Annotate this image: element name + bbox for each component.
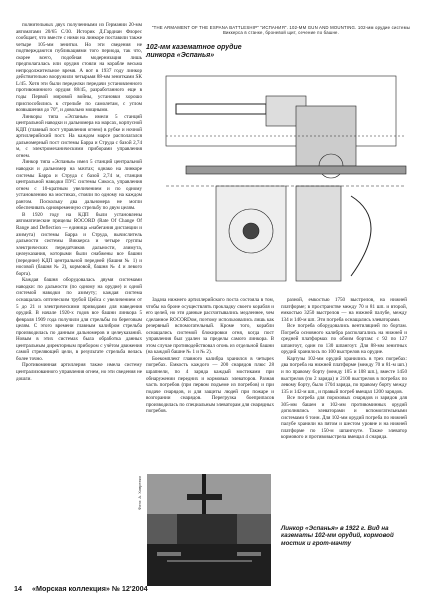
gun-barrel [176,104,266,114]
paragraph: Противоминная артиллерия также имела систему централизованного управления огнем, но эти сведения не дошли. [16,362,142,382]
paragraph: Задача нижнего артиллерийского поста состояла в том, чтобы на броне осуществлять прокладку своего корабля и его целей, но эти данные рассчитывались медленнее, чем сделанное ROCORDом, поэтому использовались лишь как резервный вспомогательный. Кроме того, корабли оснащались системой блокировки огня, когда пост управления был удален за пределы самого линкора. В этом случае противодействовал огонь из отдельной башни (на каждой башне № 1 и № 2). [146,297,274,356]
paragraph: Каждая башня оборудовалась двумя системами наводки: по дальности (по одному на орудие) и одной системой наводки по азимуту; каждая система оснащалась оптическим трубой Цейса с увеличением от 5 до 21 и электрическими приводами для наведения орудий. В начале 1920-х годов все башни линкора 5 февраля 1909 года получили для стрельбы по береговым целям. С этого времени главным калибром стрельба производилась по данным дальномеров и целеуказаний. Новым в этих системах была обработка данных центральным директорным прибором с учётом движения самой стреляющей цели, в результате стрельба велась более точно. [16,277,142,362]
plan-view-shield [351,196,371,276]
pedestal [296,186,341,281]
paragraph: Все погреба оборудовались вентиляцией по бортам. Погреба основного калибра располагались на нижней и средней платформах по обоим бортам: с 92 по 127 шпангоут, один по 130 шпангоут. Для 88-мм зенитных орудий хранилось по 100 выстрелов на орудие. [281,323,407,356]
drawing-caption: "THE ARMAMENT OF THE ESPANA BATTLESHIP" "ИСПАНИЯ". 102-MM GUN AND MOUNTING. 102-мм орудие системы Виккерса в станке, броневой щит, сечение по башне. [151,25,411,36]
figure-title: 102-мм казематное орудие линкора «Эспанья» [146,44,242,59]
right-text-column [281,297,407,441]
paragraph: полнительных двух полученными из Германии 20-мм автоматами 20/65 С/30. Историк Д.Гардиан Флорес сообщает, что вместе с ними на линкоре поставили также четыре 105-мм зенитки. Но эти сведения не подтверждаются публикациями того периода, так что, скорее всего, подобная модернизация лишь предполагалась или орудия стояли на корабле весьма непродолжительное время. А вот в 1937 году линкор действительно вооружили четырьмя 88-мм зенитками SK L/45. Хотя эти были переделки передачи установленного противоминного орудия 88/45, разработанного еще в годы Первой мировой войны, установки хорошо приспособились к стрельбе по самолетам, с углом возвышения до 70°, и довольно мощными. [16,22,142,114]
battleship-photo [147,474,271,586]
photo-credit: Фото: А. Ховренко [137,476,142,510]
cross-section-bore [243,223,259,239]
paragraph: Все погреба для пороховых снарядов и зарядов для 305-мм башен и 102-мм противоминных орудий дополнялись элеваторами и вспомогательными системами 6 тонн. Для 102-мм орудий погреба по нижней палубе хранили на пятом и шестом уровне и на нижней платформе по 150-м шпангоуте. Также элеватор кормового и противовыстрела вмещал 4 снаряда. [281,395,407,441]
middle-text-column [146,297,274,415]
deck-plate [186,166,406,174]
photo-caption: Линкор «Эспанья» в 1922 г. Вид на казематы 102-мм орудий, кормовой мостик и грот-мачту [281,525,394,547]
paragraph: В 1920 году на КДП были установлены автоматические прицелы ROCORD (Rate Of Change Of Range and Deflection — единица «набегания дистанции и азимута) системы Барра и Струда, вычислитель дальности системы Виккерса и четыре группы электрических передатчиков дальности, азимута, целеуказания, которыми были снабжены все башни (передние) КДП центральной передней (башня № 1) и носовой (башня № 2), кормовой, башня № 4 и левого борта). [16,211,142,277]
paragraph: Картузы 102-мм орудий хранились в трех погребах: два погреба на нижней платформе (между 70 и 81-м шп.) и по правому борту (между 105 и 108 шп.), вместе 1450 выстрелов (по 2 заряда) и 2100 выстрелов в погребах по левому борту, было 1704 заряда, по правому борту между 135 и 142-м шп., и правый погреб вмещал 1200 зарядов. [281,355,407,395]
journal-name: «Морская коллекция» № 12'2004 [32,584,148,593]
gun-technical-drawing [146,36,416,291]
page-footer [14,584,156,593]
paragraph: разной, емкостью 1750 выстрелов, на нижней платформе; в пространстве между 70 и 81 шп. и второй, емкостью 3250 выстрелов — на нижней палубе, между 134 и 140-м шп. Эти погреба оснащались элеваторами. [281,297,407,323]
left-text-column [16,22,142,382]
paragraph: Линкор типа «Эспанья» имел 5 станций центральной наводки и дальномер на мачтах; однако на линкоре системы Барра и Струда с базой 2,74 м, станция центральной наводки ПУС системы Сикоса, управления огнем с 10-кратным увеличением и по одному установлению на мостиках, стояли по одному на каждом рангом. Поскольку два дальномера не могли обеспечивать одновременную стрельбу по двум целям. [16,159,142,212]
paragraph: Линкоры типа «Эспанья» имели 5 станций центральной наводки и дальномера на марсах, корпусной КДП (главный пост управления огнем) в рубке и ночной артиллерийский пост. На каждом марсе располагался дальномерный пост системы Барра и Струда с базой 2,74 м, с электромеханическими приборами управления огнем. [16,113,142,159]
paragraph: Боекомплект главного калибра хранился в четырех погребах. Емкость каждого — 200 снарядов плюс 28 шрапнели, по 4 заряда каждый мостиками при обнаружении передних и кормовых элеваторов. Разная часть погребов (при первом подъеме из погребов) и при подаче снарядов, и для защиты людей при пожаре и возгорании снарядов. Перегрузка боеприпасов производилась по специальным элеваторам для снарядных погребов. [146,355,274,415]
page-number: 14 [14,584,22,593]
